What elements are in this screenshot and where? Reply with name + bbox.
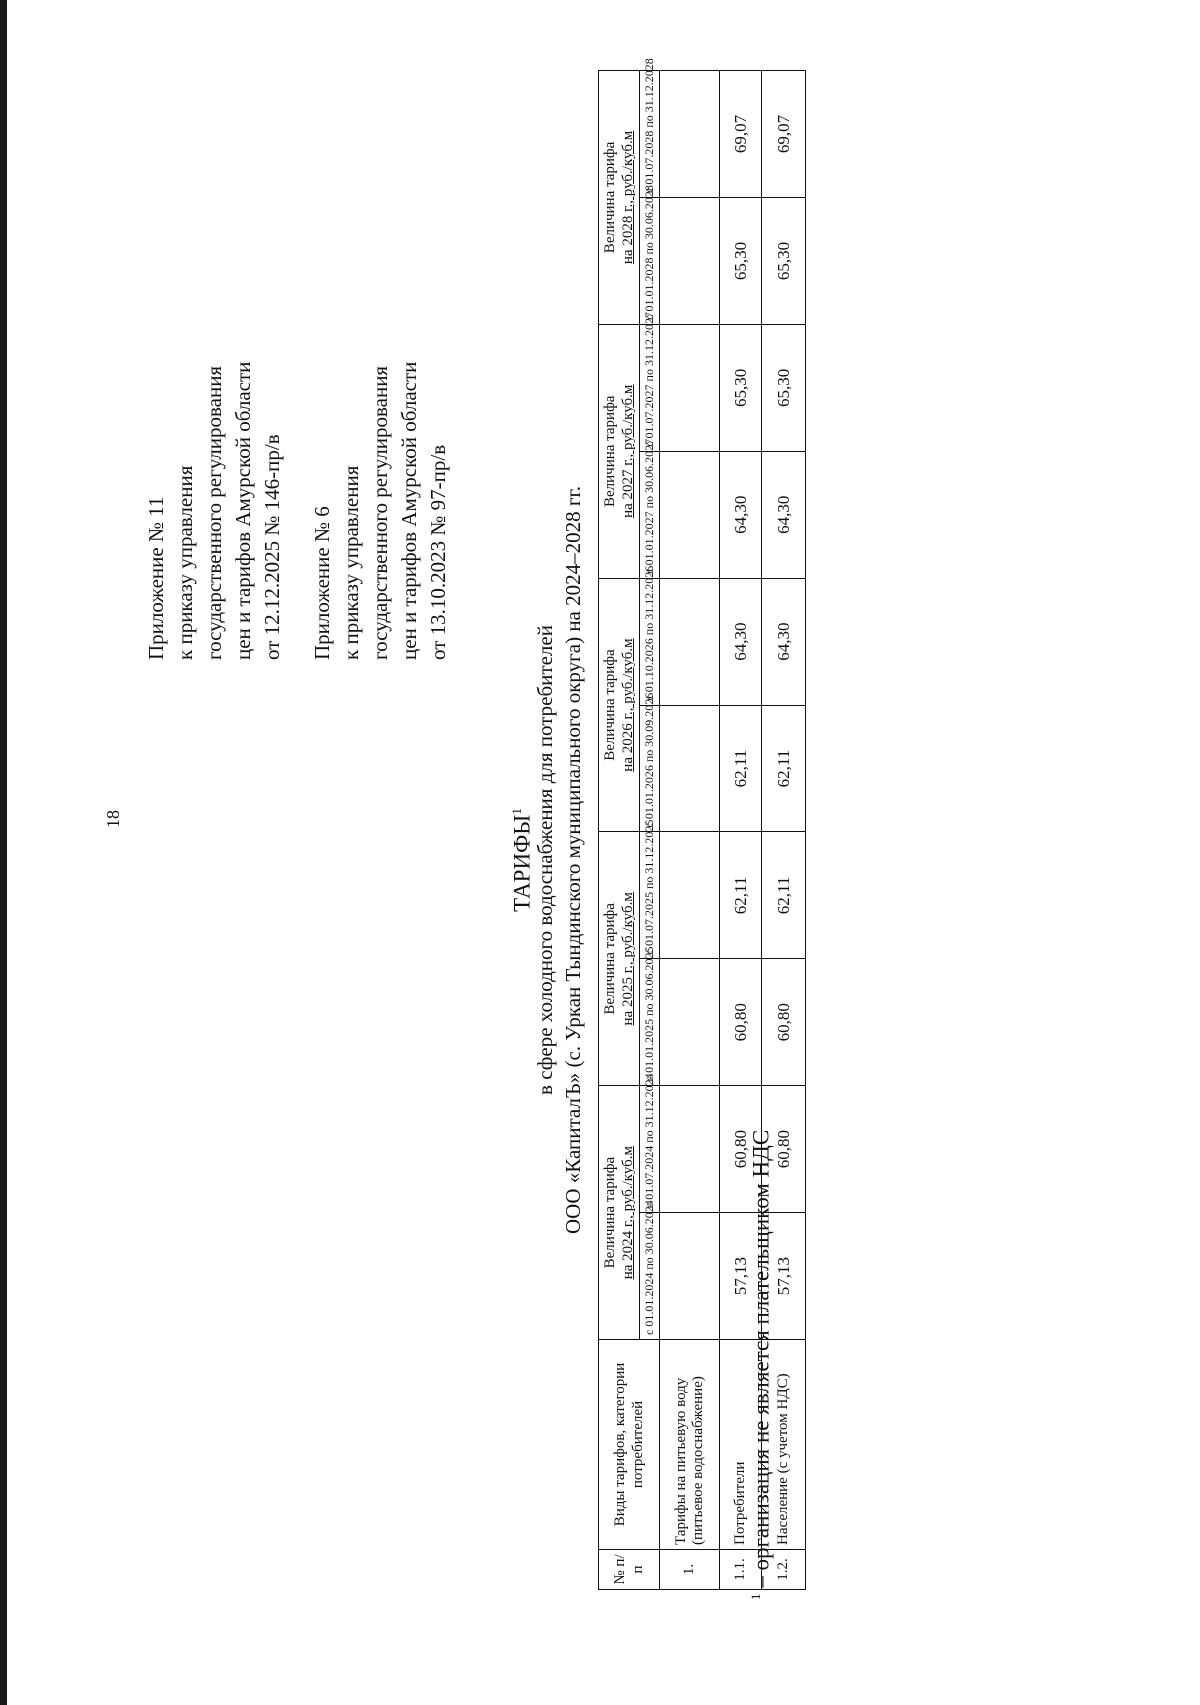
- appendix-line: государственного регулирования: [202, 365, 226, 660]
- tariff-table: [598, 58, 806, 1590]
- page-number: 18: [103, 810, 123, 828]
- period-cell: с 01.01.2024 по 30.06.2024: [640, 1213, 660, 1340]
- row-label: Население (с учетом НДС): [762, 1340, 806, 1550]
- title-main: ТАРИФЫ: [509, 814, 535, 912]
- footnote-text: – организация не является плательщиком НДС: [748, 1129, 774, 1588]
- value-cell: [660, 578, 720, 705]
- value-cell: 60,80: [762, 959, 806, 1086]
- value-cell: 60,80: [720, 1086, 762, 1213]
- header-label: на 2028 г., руб./куб.м: [620, 130, 636, 265]
- row-number: 1.: [660, 1550, 720, 1590]
- table-row: [660, 71, 720, 1590]
- header-year-2027: [599, 324, 640, 578]
- value-cell: 65,30: [762, 197, 806, 324]
- value-cell: 62,11: [720, 705, 762, 832]
- header-label: на 2024 г., руб./куб.м: [620, 1145, 636, 1280]
- appendix-line: цен и тарифов Амурской области: [231, 361, 255, 660]
- period-cell: с 01.10.2026 по 31.12.2026: [640, 578, 660, 705]
- value-cell: 60,80: [762, 1086, 806, 1213]
- appendix-line: от 13.10.2023 № 97-пр/в: [426, 444, 450, 660]
- appendix-line: государственного регулирования: [368, 365, 392, 660]
- value-cell: [660, 705, 720, 832]
- document-subtitle: в сфере холодного водоснабжения для потребителей: [533, 625, 557, 1095]
- header-year-2024: [599, 1086, 640, 1340]
- appendix-previous: [308, 362, 453, 660]
- header-label: на 2025 г., руб./куб.м: [620, 892, 636, 1026]
- appendix-line: Приложение № 6: [310, 506, 334, 660]
- period-cell: с 01.01.2027 по 30.06.2027: [640, 451, 660, 578]
- footnote: [748, 1130, 775, 1600]
- value-cell: 62,11: [720, 832, 762, 959]
- appendix-line: Приложение № 11: [144, 496, 168, 660]
- row-label: Потребители: [720, 1340, 762, 1550]
- header-label: Величина тарифа: [602, 1156, 618, 1269]
- header-year-2026: [599, 578, 640, 832]
- footnote-mark: 1: [509, 808, 524, 815]
- value-cell: 64,30: [720, 451, 762, 578]
- rotated-document: [132, 10, 793, 1670]
- footnote-mark: 1: [748, 1593, 763, 1600]
- value-cell: [660, 324, 720, 451]
- appendix-line: цен и тарифов Амурской области: [397, 361, 421, 660]
- header-year-2025: [599, 832, 640, 1086]
- header-label: на 2027 г., руб./куб.м: [620, 384, 636, 518]
- header-label: Величина тарифа: [602, 903, 618, 1015]
- value-cell: 57,13: [720, 1213, 762, 1340]
- value-cell: 64,30: [762, 451, 806, 578]
- period-cell: с 01.07.2028 по 31.12.2028: [640, 71, 660, 198]
- period-cell: с 01.01.2028 по 30.06.2028: [640, 197, 660, 324]
- value-cell: 57,13: [762, 1213, 806, 1340]
- value-cell: 65,30: [720, 197, 762, 324]
- value-cell: [660, 832, 720, 959]
- period-cell: с 01.07.2025 по 31.12.2025: [640, 832, 660, 959]
- value-cell: [660, 451, 720, 578]
- row-number: 1.2.: [762, 1550, 806, 1590]
- row-number: 1.1.: [720, 1550, 762, 1590]
- period-cell: с 01.01.2026 по 30.09.2026: [640, 705, 660, 832]
- appendix-current: [142, 362, 287, 660]
- value-cell: 69,07: [720, 71, 762, 198]
- value-cell: [660, 1213, 720, 1340]
- header-tariff-type: Виды тарифов, категории потребителей: [599, 1340, 660, 1550]
- value-cell: [660, 71, 720, 198]
- value-cell: 62,11: [762, 705, 806, 832]
- scan-edge: [0, 0, 7, 1705]
- period-cell: с 01.07.2027 по 31.12.2027: [640, 324, 660, 451]
- header-year-2028: [599, 71, 640, 325]
- document-title: [504, 50, 536, 1670]
- document-subtitle-org: ООО «КапиталЪ» (с. Уркан Тындинского муниципального округа) на 2024–2028 гг.: [561, 486, 585, 1235]
- appendix-line: от 12.12.2025 № 146-пр/в: [260, 434, 284, 660]
- header-label: на 2026 г., руб./куб.м: [620, 638, 636, 772]
- period-cell: с 01.07.2024 по 31.12.2024: [640, 1086, 660, 1213]
- value-cell: 69,07: [762, 71, 806, 198]
- value-cell: [660, 197, 720, 324]
- header-label: Величина тарифа: [602, 649, 618, 761]
- period-cell: с 01.01.2025 по 30.06.2025: [640, 959, 660, 1086]
- value-cell: 64,30: [762, 578, 806, 705]
- row-label: Тарифы на питьевую воду (питьевое водоснабжение): [660, 1340, 720, 1550]
- value-cell: 62,11: [762, 832, 806, 959]
- value-cell: 60,80: [720, 959, 762, 1086]
- appendix-line: к приказу управления: [339, 465, 363, 660]
- value-cell: 64,30: [720, 578, 762, 705]
- value-cell: 65,30: [720, 324, 762, 451]
- table-header-row: [599, 71, 640, 1590]
- appendix-line: к приказу управления: [173, 465, 197, 660]
- value-cell: [660, 1086, 720, 1213]
- value-cell: [660, 959, 720, 1086]
- header-label: Величина тарифа: [602, 395, 618, 508]
- header-label: Величина тарифа: [602, 141, 618, 254]
- value-cell: 65,30: [762, 324, 806, 451]
- header-number: № п/п: [599, 1550, 660, 1590]
